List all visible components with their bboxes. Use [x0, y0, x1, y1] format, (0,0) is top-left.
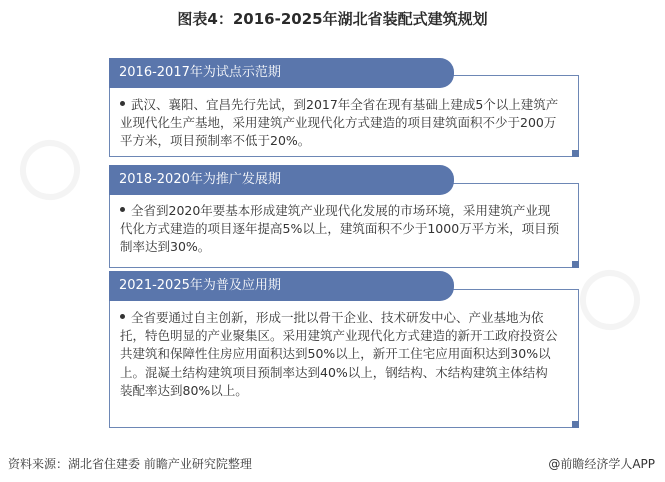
brand-credit: @前瞻经济学人APP [548, 457, 655, 471]
source-note: 资料来源：湖北省住建委 前瞻产业研究院整理 [8, 457, 252, 471]
box-corner-marker [572, 261, 579, 268]
section-text-3: 全省要通过自主创新，形成一批以骨干企业、技术研发中心、产业基地为依托，特色明显的产业聚集区。采用建筑产业现代化方式建造的新开工政府投资公共建筑和保障性住房应用面积达到50%以上，新开工住宅应用面积达到30%以上。混凝土结构建筑项目预制率达到40%以上，钢结构、木结构建筑主体结构装配率达到80%以上。 [120, 310, 558, 398]
section-text-2: 全省到2020年要基本形成建筑产业现代化发展的市场环境，采用建筑产业现代化方式建造的项目逐年提高5%以上，建筑面积不少于1000万平方米，项目预制率达到30%。 [120, 203, 560, 255]
box-corner-marker [572, 150, 579, 157]
section-heading-3: 2021-2025年为普及应用期 [109, 271, 454, 301]
section-heading-2: 2018-2020年为推广发展期 [109, 165, 454, 195]
section-heading-1: 2016-2017年为试点示范期 [109, 58, 454, 88]
section-text-1: 武汉、襄阳、宜昌先行先试，到2017年全省在现有基础上建成5个以上建筑产业现代化生产基地，采用建筑产业现代化方式建造的项目建筑面积不少于200万平方米，项目预制率不低于20%。 [120, 97, 559, 149]
bullet-icon [120, 101, 125, 106]
watermark-logo [9, 129, 91, 211]
box-corner-marker [572, 421, 579, 428]
bullet-icon [120, 314, 125, 319]
watermark-logo [569, 259, 651, 341]
bullet-icon [120, 207, 125, 212]
page-title: 图表4：2016-2025年湖北省装配式建筑规划 [177, 10, 488, 28]
